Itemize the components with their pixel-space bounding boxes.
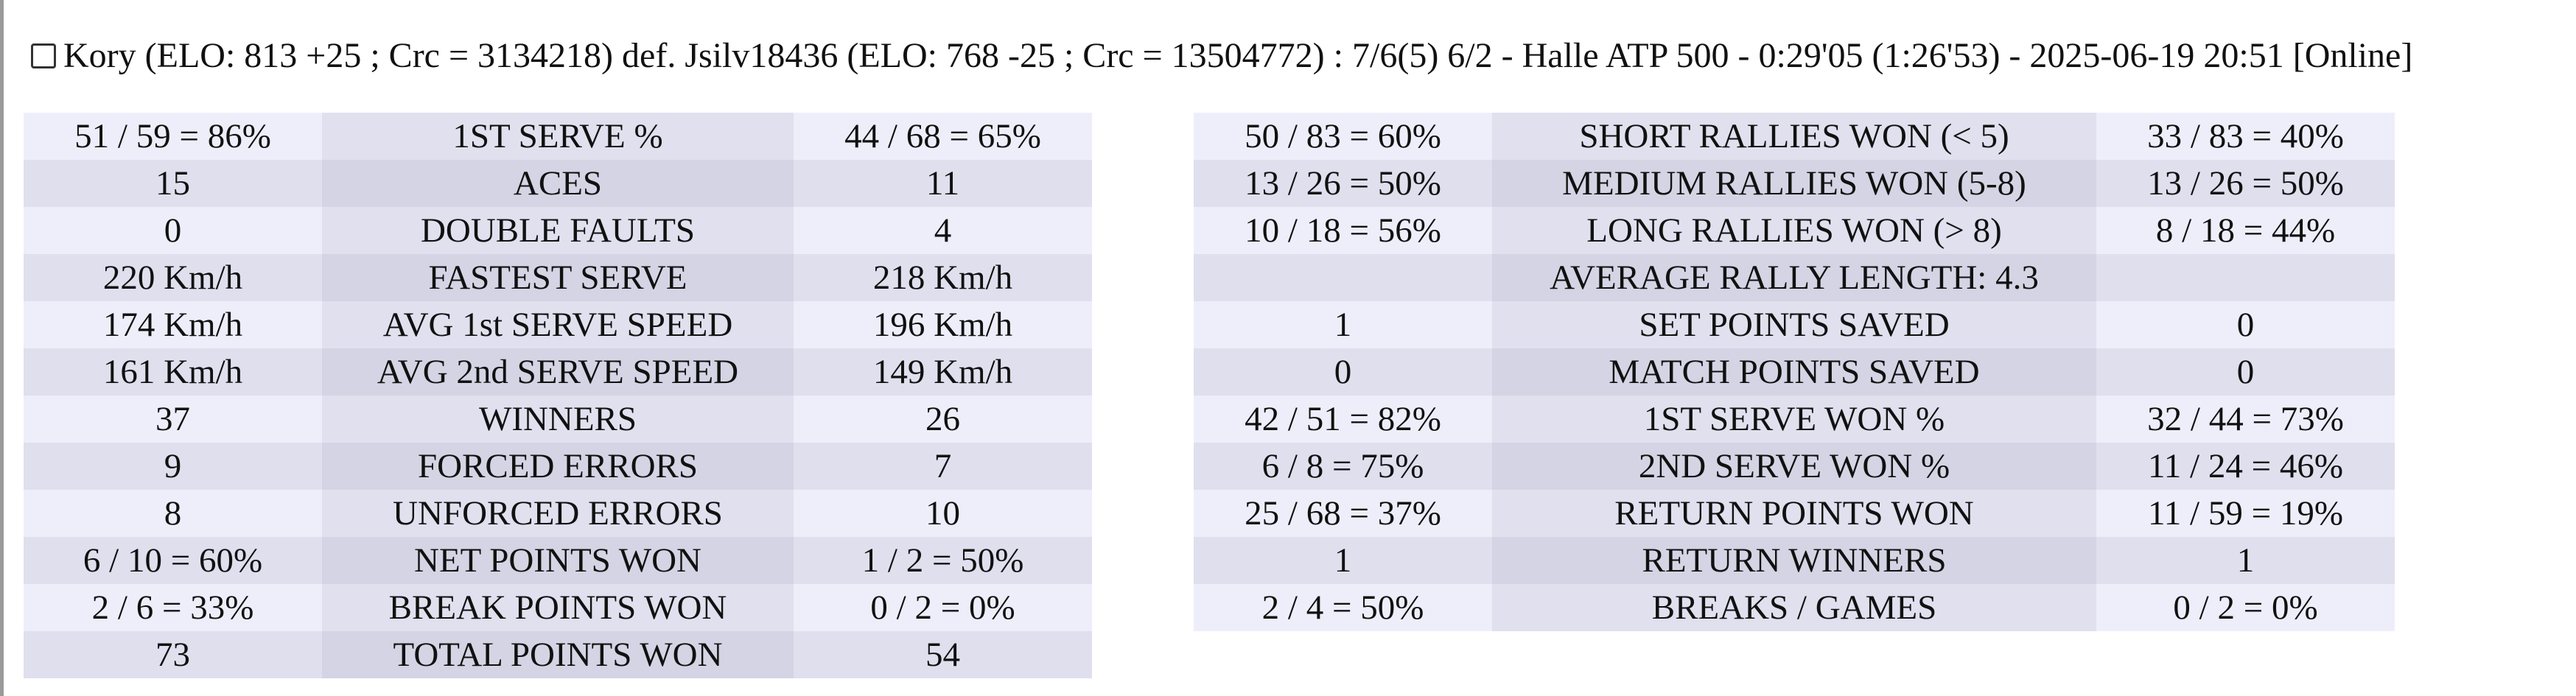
stat-label: 1ST SERVE WON % [1492, 396, 2096, 443]
player2-stat: 11 / 24 = 46% [2096, 443, 2395, 490]
player1-stat: 220 Km/h [24, 254, 322, 301]
player2-stat: 149 Km/h [794, 348, 1092, 396]
player2-stat: 33 / 83 = 40% [2096, 113, 2395, 160]
player1-stat: 25 / 68 = 37% [1194, 490, 1492, 537]
stat-row [1194, 348, 2395, 396]
player1-stat: 0 [1194, 348, 1492, 396]
player2-stat: 4 [794, 207, 1092, 254]
player1-stat: 6 / 10 = 60% [24, 537, 322, 584]
player1-stat: 0 [24, 207, 322, 254]
stat-label: NET POINTS WON [322, 537, 794, 584]
stat-row [24, 207, 1092, 254]
stat-label: WINNERS [322, 396, 794, 443]
player1-stat: 13 / 26 = 50% [1194, 160, 1492, 207]
player1-stat: 161 Km/h [24, 348, 322, 396]
player2-stat: 44 / 68 = 65% [794, 113, 1092, 160]
stat-row [24, 254, 1092, 301]
stat-label: BREAKS / GAMES [1492, 584, 2096, 631]
stat-label: UNFORCED ERRORS [322, 490, 794, 537]
stat-row [24, 443, 1092, 490]
player2-stat: 54 [794, 631, 1092, 678]
player2-stat: 10 [794, 490, 1092, 537]
stat-row [1194, 160, 2395, 207]
player1-stat: 1 [1194, 301, 1492, 348]
stat-label: LONG RALLIES WON (> 8) [1492, 207, 2096, 254]
stat-row [24, 301, 1092, 348]
player2-stat: 0 [2096, 348, 2395, 396]
player1-stat: 1 [1194, 537, 1492, 584]
stat-label: AVG 2nd SERVE SPEED [322, 348, 794, 396]
player2-stat: 11 / 59 = 19% [2096, 490, 2395, 537]
stat-label: RETURN WINNERS [1492, 537, 2096, 584]
stat-label: SHORT RALLIES WON (< 5) [1492, 113, 2096, 160]
stat-row [1194, 207, 2395, 254]
stat-row [1194, 113, 2395, 160]
stat-label: DOUBLE FAULTS [322, 207, 794, 254]
player2-stat: 13 / 26 = 50% [2096, 160, 2395, 207]
player1-stat: 2 / 4 = 50% [1194, 584, 1492, 631]
match-header [31, 32, 2412, 80]
stat-label: MATCH POINTS SAVED [1492, 348, 2096, 396]
match-checkbox[interactable] [31, 43, 56, 68]
stat-label: TOTAL POINTS WON [322, 631, 794, 678]
left-border [0, 0, 4, 696]
stat-label: MEDIUM RALLIES WON (5-8) [1492, 160, 2096, 207]
player1-stat: 37 [24, 396, 322, 443]
player2-stat: 1 / 2 = 50% [794, 537, 1092, 584]
stat-row [24, 160, 1092, 207]
player2-stat: 1 [2096, 537, 2395, 584]
player2-stat: 0 / 2 = 0% [794, 584, 1092, 631]
stat-row [24, 537, 1092, 584]
stat-row [1194, 584, 2395, 631]
player1-stat [1194, 254, 1492, 301]
player1-stat: 42 / 51 = 82% [1194, 396, 1492, 443]
player2-stat: 196 Km/h [794, 301, 1092, 348]
player1-stat: 174 Km/h [24, 301, 322, 348]
player1-stat: 2 / 6 = 33% [24, 584, 322, 631]
player2-stat: 7 [794, 443, 1092, 490]
stat-row [1194, 537, 2395, 584]
player1-stat: 6 / 8 = 75% [1194, 443, 1492, 490]
player2-stat: 218 Km/h [794, 254, 1092, 301]
stat-row [1194, 443, 2395, 490]
stat-label: BREAK POINTS WON [322, 584, 794, 631]
stat-row [1194, 396, 2395, 443]
player2-stat: 8 / 18 = 44% [2096, 207, 2395, 254]
stat-label: RETURN POINTS WON [1492, 490, 2096, 537]
player2-stat [2096, 254, 2395, 301]
stat-row [1194, 254, 2395, 301]
stat-label: 1ST SERVE % [322, 113, 794, 160]
stat-row [24, 396, 1092, 443]
stat-row [1194, 490, 2395, 537]
stat-row [24, 113, 1092, 160]
stat-row [24, 490, 1092, 537]
stat-label: AVG 1st SERVE SPEED [322, 301, 794, 348]
player1-stat: 50 / 83 = 60% [1194, 113, 1492, 160]
player1-stat: 9 [24, 443, 322, 490]
stat-row [1194, 301, 2395, 348]
player1-stat: 10 / 18 = 56% [1194, 207, 1492, 254]
player2-stat: 0 / 2 = 0% [2096, 584, 2395, 631]
serve-stats-table [24, 113, 1092, 678]
player2-stat: 0 [2096, 301, 2395, 348]
stat-label: ACES [322, 160, 794, 207]
player1-stat: 8 [24, 490, 322, 537]
stat-label: SET POINTS SAVED [1492, 301, 2096, 348]
player1-stat: 15 [24, 160, 322, 207]
player1-stat: 51 / 59 = 86% [24, 113, 322, 160]
rally-stats-table [1194, 113, 2395, 631]
stat-row [24, 631, 1092, 678]
match-title: Kory (ELO: 813 +25 ; Crc = 3134218) def. Jsilv18436 (ELO: 768 -25 ; Crc = 13504772) : 7/6(5) 6/2 - Halle ATP 500 - 0:29'05 (1:26'53) - 2025-06-19 20:51 [Online] [63, 36, 2413, 75]
stat-label: AVERAGE RALLY LENGTH: 4.3 [1492, 254, 2096, 301]
player2-stat: 11 [794, 160, 1092, 207]
stat-label: FORCED ERRORS [322, 443, 794, 490]
player2-stat: 26 [794, 396, 1092, 443]
player2-stat: 32 / 44 = 73% [2096, 396, 2395, 443]
stat-label: 2ND SERVE WON % [1492, 443, 2096, 490]
stat-row [24, 348, 1092, 396]
player1-stat: 73 [24, 631, 322, 678]
stat-label: FASTEST SERVE [322, 254, 794, 301]
stat-row [24, 584, 1092, 631]
